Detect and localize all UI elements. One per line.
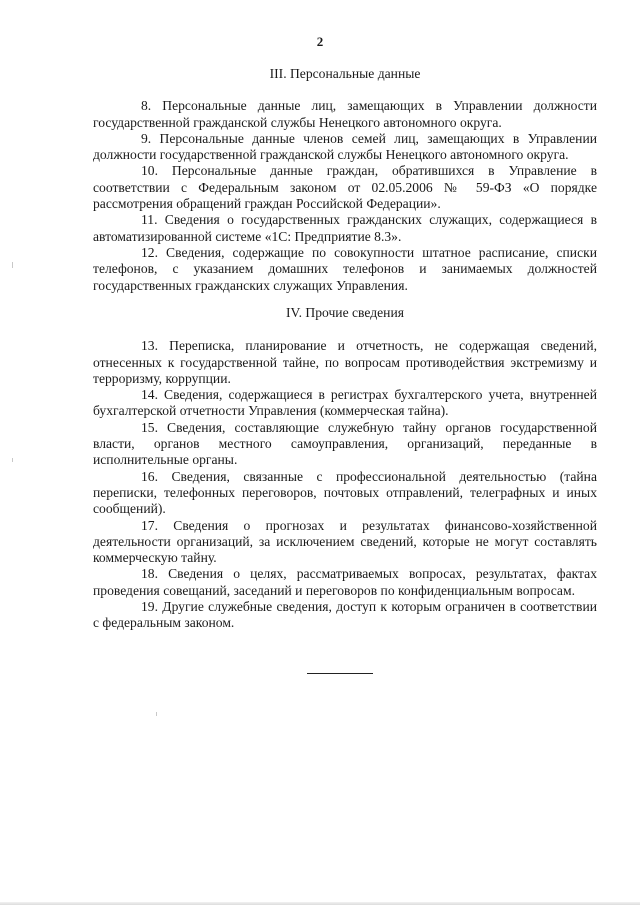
section-personal-data [93,66,597,294]
list-item: 11. Сведения о государственных гражданских служащих, содержащиеся в автоматизированной системе «1С: Предприятие 8.3». [93,212,597,244]
list-item: 17. Сведения о прогнозах и результатах финансово-хозяйственной деятельности организаций, за исключением сведений, которые не могут составлять коммерческую тайну. [93,517,597,566]
section-heading: III. Персональные данные [269,66,421,81]
section-heading: IV. Прочие сведения [286,305,404,320]
list-item: 8. Персональные данные лиц, замещающих в Управлении должности государственной гражданской службы Ненецкого автономного округа. [93,98,597,130]
list-item: 16. Сведения, связанные с профессиональной деятельностью (тайна переписки, телефонных переговоров, почтовых отправлений, телеграфных и иных сообщений). [93,468,597,517]
list-item: 18. Сведения о целях, рассматриваемых вопросах, результатах, фактах проведения совещаний, заседаний и переговоров по конфиденциальным вопросам. [93,566,597,598]
page-number: 2 [316,34,324,49]
scan-mark [12,262,13,268]
end-divider [307,673,373,674]
list-item: 10. Персональные данные граждан, обратившихся в Управление в соответствии с Федеральным законом от 02.05.2006 № 59-ФЗ «О порядке рассмотрения обращений граждан Российской Федерации». [93,163,597,212]
list-item: 12. Сведения, содержащие по совокупности штатное расписание, списки телефонов, с указанием домашних телефонов и занимаемых должностей государственных гражданских служащих Управления. [93,244,597,293]
list-item: 14. Сведения, содержащиеся в регистрах бухгалтерского учета, внутренней бухгалтерской отчетности Управления (коммерческая тайна). [93,387,597,419]
scan-mark [12,458,13,462]
list-item: 13. Переписка, планирование и отчетность, не содержащая сведений, отнесенных к государственной тайне, по вопросам противодействия экстремизму и терроризму, коррупции. [93,338,597,386]
list-item: 19. Другие служебные сведения, доступ к которым ограничен в соответствии с федеральным законом. [93,599,597,631]
list-item: 15. Сведения, составляющие служебную тайну органов государственной власти, органов местного самоуправления, организаций, переданные в исполнительные органы. [93,419,597,468]
scan-mark [156,712,157,716]
section-other-info [93,305,597,632]
list-item: 9. Персональные данные членов семей лиц, замещающих в Управлении должности государственной гражданской службы Ненецкого автономного округа. [93,130,597,163]
